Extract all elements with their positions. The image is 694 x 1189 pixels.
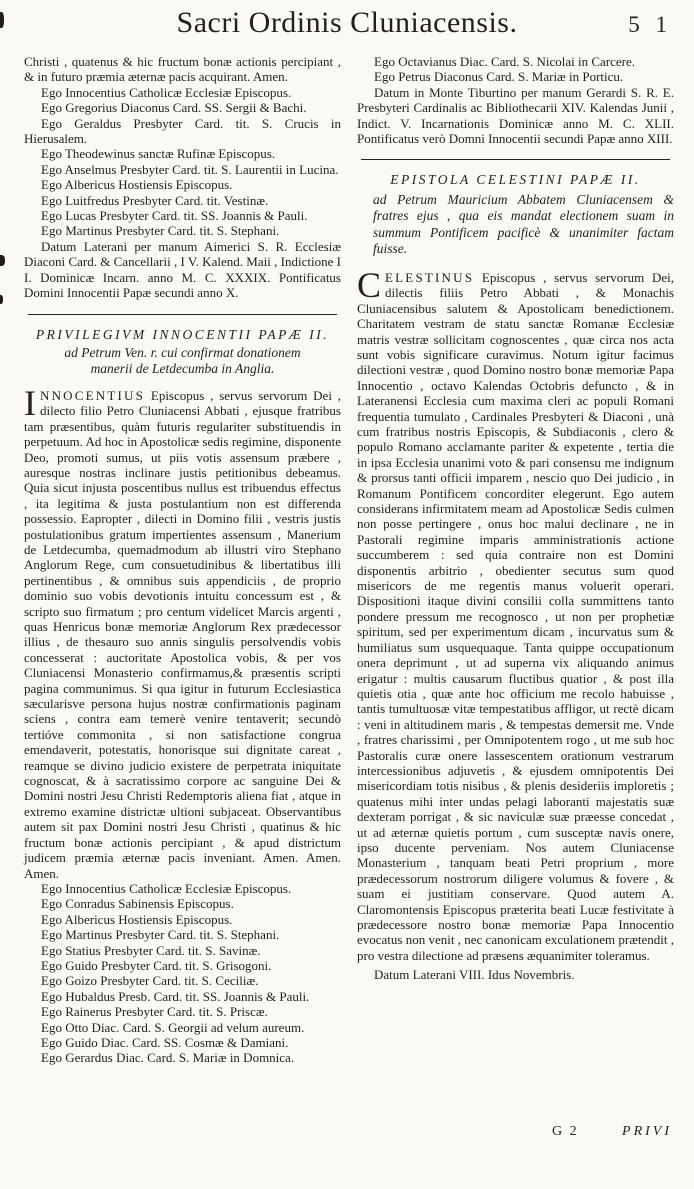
section-divider-rule bbox=[28, 314, 337, 315]
ink-speck bbox=[0, 295, 3, 304]
subscription-line: Ego Albericus Hostiensis Episcopus. bbox=[41, 911, 233, 927]
subscription-line: Ego Albericus Hostiensis Episcopus. bbox=[41, 177, 233, 193]
ink-speck bbox=[0, 255, 5, 266]
section-divider-rule bbox=[361, 159, 670, 160]
privilege-heading-line3: manerii de Letdecumba in Anglia. bbox=[90, 361, 275, 377]
first-word-caps: ELESTINUS bbox=[385, 269, 475, 285]
catchword: PRIVI bbox=[622, 1124, 672, 1139]
subscription-line: Ego Gregorius Diaconus Card. SS. Sergii & Bachi. bbox=[41, 100, 307, 116]
drop-cap-initial: I bbox=[24, 382, 36, 423]
subscription-line: Ego Luitfredus Presbyter Card. tit. Vestinæ. bbox=[41, 192, 269, 208]
epistle-body-text: Episcopus , servus servorum Dei, dilectis filiis Petro Abbati , & Monachis Cluniacensibus salutem & Apostolicam benedictionem. Charitatem vestram de statu sanctæ Romanæ Ecclesiæ matris vestræ sollicitam cognoscentes , quæ circa nos acta sunt vobis significare curavimus. Notum igitur facimus dilectioni vestræ , quod Domino nostro bonæ memoriæ Papa Innocentio , octavo Kalendas Octobris defuncto , & in Lateranensi Ecclesia cum maxima cleri ac populi Romani frequentia tumulato , Cardinales Presbyteri & Diaconi , unà cum fratribus nostris Episcopis, & Subdiaconis , clero & populo Romano acclamante pariter & expetente , tertia die in ipsa Ecclesia unanimi voto & pari consensu me indignum & prorsus tanti officii imparem , nescio quo Dei judicio , in Romanum Pontificem concorditer elegerunt. Ego autem considerans infirmitatem meam ad Apostolicæ Sedis culmen non posse pertingere , onus hoc malui declinare , ne in Pastorali regimine imparis amministrationis actione succumberem : sed quia contraire non est Domini disponentis arbitrio , obedienter secutus sum quod misericors de me regentis manus voluerit operari. Dispositioni itaque divini consilii colla summittens tanto pondere pressum me recognosco , ut non per prophetiæ spiritum, sed per experimentum dicam , incurvatus sum & humiliatus sum usquequaque. Tanta quippe occupationum onera deprimunt , ut ad superna vix aliquando animus erigatur : multis causarum fluctibus quatior , & post illa quietis otia , quæ ante hoc officium me recolo habuisse , tantis tumultuosæ vitæ tempestatibus affligor, ut rectè dicam : veni in altitudinem maris , & tempestas demersit me. Vnde , fratres charissimi , per Omnipotentem rogo , ut me sub hoc Pastoralis curæ onere lassescentem orationum vestrarum intercessionibus adjuvetis , & ejusdem omnipotentis Dei misericordiam totis nisibus , & plenis desideriis imploretis ; quatenus mihi inter undas pelagi laboranti majestatis suæ dexteram porrigat , & sic naviculæ suæ præesse concedat , ut ad æternæ quietis portum , cum susceptæ navis onere, ipso ducente perveniam. Nos autem Cluniacense Monasterium , tanquam beati Petri proprium , more prædecessorum nostrorum diligere volumus & fovere , & suam ei justitiam conservare. Quod autem A. Claromontensis Episcopus præterita beati Lucæ festivitate à prædecessore nostro bonæ memoriæ Papa Innocentio evocatus non venit , nec canonicam exculationem prætendit , pro vestra dilectione ad præsens æquanimiter toleramus. bbox=[357, 269, 674, 963]
subscription-line: Ego Octavianus Diac. Card. S. Nicolai in Carcere. bbox=[374, 54, 635, 69]
continuation-paragraph: Christi , quatenus & hic fructum bonæ actionis percipiant , & in futuro præmia æternæ pacis acquirant. Amen. bbox=[24, 54, 341, 85]
subscription-line: Ego Martinus Presbyter Card. tit. S. Stephani. bbox=[41, 927, 280, 943]
two-column-text bbox=[0, 50, 694, 1066]
datum-line: Datum Laterani VIII. Idus Novembris. bbox=[374, 967, 575, 983]
epistle-heading-sub: ad Petrum Mauricium Abbatem Cluniacensem & fratres ejus , qua eis mandat electionem suam in summum Pontificem pacificè & unanimiter factam fuisse. bbox=[373, 191, 674, 257]
privilege-body-text: Episcopus , servus servorum Dei , dilecto filio Petro Cluniacensi Abbati , ejusque fratribus tam præsentibus, quàm futuris regulariter substituendis in perpetuum. Ad hoc in Apostolicæ sedis regimine, disponente Deo, promoti sumus, ut piis votis assensum præbere , auresque nostras inclinare justis petitionibus debeamus. Quia sicut injusta poscentibus nullus est tribuendus effectus , ita legitima & justa postulantium non est differenda possessio. Eapropter , dilecti in Domino filii , vestris justis postulationibus gratum impertientes assensum , Manerium de Letdecumba, quemadmodum ab illustri viro Stephano Anglorum Rege, cum consuetudinibus & libertatibus illi pertinentibus , & omnibus suis appendiciis , de proprio dominio suo vobis devotionis intuitu concessum est , & scripto suo firmatum ; pro centum videlicet Marcis argenti , quas Henricus bonæ memoriæ Anglorum Rex prædecessor illius , de thesauro suo annis singulis persolvendis vobis concesserat : auctoritate Apostolica vobis, & per vos Cluniacensi Monasterio confirmamus,& præsentis scripti pagina communimus. Si qua igitur in futurum Ecclesiastica sæcularisve persona hujus nostræ confirmationis paginam sciens , contra eam temerè venire tentaverit; secundò tertióve commonita , si non satisfactione congrua emendaverit, potestatis, honorisque sui dignitate careat , reamque se divino judicio existere de perpetrata iniquitate cognoscat, & à sacratissimo corpore ac sanguine Dei & Domini nostri Jesu Christi Redemptoris aliena fiat , atque in extremo examine districtæ ultioni subjaceat. Observantibus autem sit pax Domini nostri Jesu Christi , quatinus & hic fructum bonæ actionis percipiant , & apud districtum judicem præmia æternæ pacis inveniant. Amen. Amen. Amen. bbox=[24, 387, 341, 881]
subscription-line: Ego Conradus Sabinensis Episcopus. bbox=[41, 896, 234, 912]
subscription-line: Ego Geraldus Presbyter Card. tit. S. Crucis in Hierusalem. bbox=[24, 115, 341, 147]
privilege-heading-line2: ad Petrum Ven. r. cui confirmat donationem bbox=[64, 344, 301, 360]
subscription-line: Ego Guido Diac. Card. SS. Cosmæ & Damiani. bbox=[41, 1034, 289, 1050]
gathering-signature: G 2 bbox=[552, 1124, 579, 1139]
epistle-heading-caps: EPISTOLA CELESTINI PAPÆ II. bbox=[390, 172, 641, 188]
page-header bbox=[0, 0, 694, 50]
subscription-line: Ego Hubaldus Presb. Card. tit. SS. Joannis & Pauli. bbox=[41, 988, 310, 1004]
page-title: Sacri Ordinis Cluniacensis. bbox=[176, 6, 518, 39]
drop-cap-initial: C bbox=[357, 264, 382, 305]
page-number: 5 1 bbox=[628, 12, 672, 37]
subscription-line: Ego Guido Presbyter Card. tit. S. Grisogoni. bbox=[41, 957, 272, 973]
subscription-line: Ego Martinus Presbyter Card. tit. S. Stephani. bbox=[41, 223, 280, 239]
subscription-line: Ego Lucas Presbyter Card. tit. SS. Joannis & Pauli. bbox=[41, 208, 308, 224]
subscription-line: Ego Innocentius Catholicæ Ecclesiæ Episcopus. bbox=[41, 84, 292, 100]
subscription-line: Ego Theodewinus sanctæ Rufinæ Episcopus. bbox=[41, 146, 276, 162]
datum-paragraph: Datum Laterani per manum Aimerici S. R. Ecclesiæ Diaconi Card. & Cancellarii , I V. Kalend. Maii , Indictione I I. Dominicæ Incarn. anno M. C. XXXIX. Pontificatus Domini Innocentii Papæ secundi anno X. bbox=[24, 238, 341, 301]
privilege-heading-caps: PRIVILEGIVM INNOCENTII PAPÆ II. bbox=[35, 326, 330, 342]
subscription-line: Ego Anselmus Presbyter Card. tit. S. Laurentii in Lucina. bbox=[41, 161, 339, 177]
subscription-line: Ego Statius Presbyter Card. tit. S. Savinæ. bbox=[41, 942, 261, 958]
page-footer bbox=[0, 1124, 694, 1148]
subscription-line: Ego Innocentius Catholicæ Ecclesiæ Episcopus. bbox=[41, 880, 292, 896]
subscription-line: Ego Goizo Presbyter Card. tit. S. Ceciliæ. bbox=[41, 973, 259, 989]
datum-paragraph: Datum in Monte Tiburtino per manum Gerardi S. R. E. Presbyteri Cardinalis ac Bibliothecarii XIV. Kalendas Junii , Indict. V. Incarnationis Dominicæ anno M. C. XLII. Pontificatus verò Domni Innocentii secundi Papæ anno XIII. bbox=[357, 84, 674, 147]
subscription-line: Ego Otto Diac. Card. S. Georgii ad velum aureum. bbox=[41, 1019, 305, 1035]
first-word-caps: NNOCENTIUS bbox=[40, 387, 146, 403]
epistle-body-paragraph bbox=[357, 264, 674, 963]
right-column bbox=[357, 54, 674, 1066]
subscription-line: Ego Petrus Diaconus Card. S. Mariæ in Porticu. bbox=[374, 69, 624, 85]
epistle-heading bbox=[357, 172, 674, 258]
privilege-body-paragraph bbox=[24, 382, 341, 881]
subscription-line: Ego Gerardus Diac. Card. S. Mariæ in Domnica. bbox=[41, 1050, 295, 1066]
subscription-line: Ego Rainerus Presbyter Card. tit. S. Priscæ. bbox=[41, 1004, 268, 1020]
left-column bbox=[24, 54, 341, 1066]
privilege-heading bbox=[24, 327, 341, 378]
